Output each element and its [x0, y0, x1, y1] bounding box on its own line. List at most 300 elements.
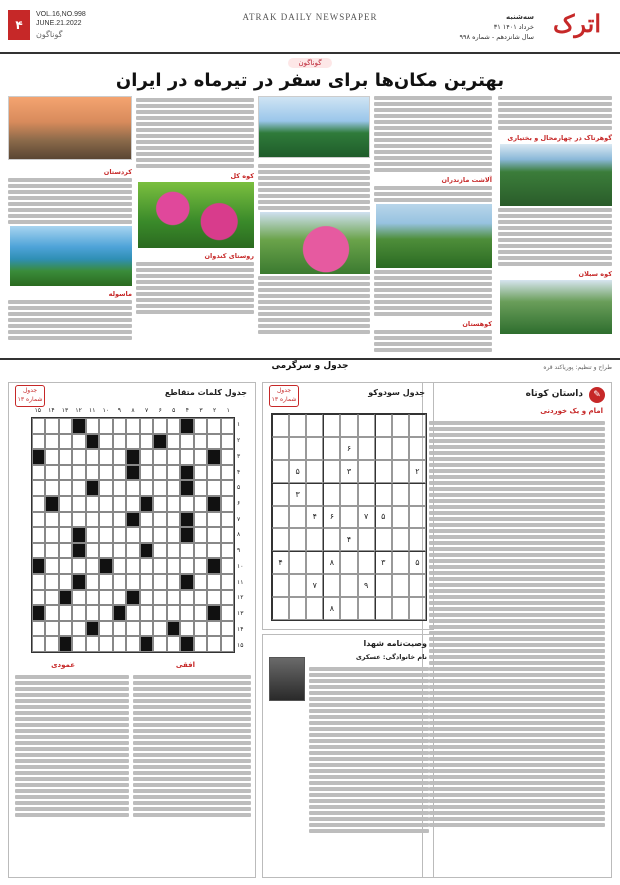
crossword-cell[interactable] — [72, 434, 85, 450]
crossword-row-number: ۸ — [237, 531, 241, 539]
crossword-cell[interactable] — [180, 434, 193, 450]
crossword-cell[interactable] — [207, 434, 220, 450]
crossword-cell[interactable] — [32, 621, 45, 637]
crossword-cell[interactable] — [167, 512, 180, 528]
crossword-cell[interactable] — [99, 512, 112, 528]
crossword-cell[interactable] — [167, 558, 180, 574]
crossword-cell[interactable] — [113, 434, 126, 450]
crossword-cell[interactable] — [140, 605, 153, 621]
sudoku-cell: ۵ — [289, 460, 306, 483]
crossword-cell[interactable] — [140, 621, 153, 637]
crossword-cell[interactable] — [59, 590, 72, 606]
crossword-cell[interactable] — [167, 449, 180, 465]
crossword-cell[interactable] — [59, 465, 72, 481]
sudoku-cell: ۸ — [323, 597, 340, 620]
crossword-cell[interactable] — [126, 621, 139, 637]
crossword-col-number: ۷ — [144, 407, 149, 414]
sudoku-cell — [272, 414, 289, 437]
crossword-cell[interactable] — [86, 512, 99, 528]
crossword-cell[interactable] — [167, 434, 180, 450]
crossword-cell[interactable] — [72, 449, 85, 465]
crossword-cell[interactable] — [194, 434, 207, 450]
sudoku-cell — [358, 483, 375, 506]
crossword-cell[interactable] — [180, 605, 193, 621]
crossword-number: جدول شماره ۱۳ — [15, 385, 45, 407]
crossword-cell[interactable] — [113, 605, 126, 621]
crossword-cell[interactable] — [99, 496, 112, 512]
crossword-cell[interactable] — [221, 480, 234, 496]
puzzle-band-title: جدول و سرگرمی — [271, 361, 349, 371]
sudoku-title: جدول سودوکو — [368, 388, 425, 397]
crossword-cell[interactable] — [45, 465, 58, 481]
crossword-cell[interactable] — [86, 636, 99, 652]
sudoku-cell — [375, 483, 392, 506]
crossword-cell[interactable] — [32, 527, 45, 543]
crossword-cell[interactable] — [140, 434, 153, 450]
crossword-cell[interactable] — [59, 621, 72, 637]
crossword-cell[interactable] — [180, 465, 193, 481]
crossword-cell[interactable] — [99, 527, 112, 543]
crossword-cell[interactable] — [207, 512, 220, 528]
sudoku-cell — [306, 460, 323, 483]
sudoku-cell — [358, 414, 375, 437]
across-clues — [133, 673, 251, 873]
crossword-cell[interactable] — [126, 605, 139, 621]
crossword-cell[interactable] — [221, 636, 234, 652]
crossword-cell[interactable] — [86, 574, 99, 590]
crossword-cell[interactable] — [221, 558, 234, 574]
crossword-cell[interactable] — [167, 543, 180, 559]
crossword-cell[interactable] — [59, 496, 72, 512]
crossword-cell[interactable] — [180, 574, 193, 590]
crossword-cell[interactable] — [32, 418, 45, 434]
crossword-cell[interactable] — [99, 621, 112, 637]
crossword-cell[interactable] — [59, 574, 72, 590]
crossword-cell[interactable] — [45, 605, 58, 621]
crossword-cell[interactable] — [153, 590, 166, 606]
crossword-cell[interactable] — [221, 512, 234, 528]
crossword-cell[interactable] — [72, 418, 85, 434]
crossword-cell[interactable] — [194, 543, 207, 559]
crossword-cell[interactable] — [194, 512, 207, 528]
crossword-cell[interactable] — [180, 558, 193, 574]
crossword-cell[interactable] — [180, 527, 193, 543]
sudoku-cell — [323, 483, 340, 506]
sudoku-cell — [306, 551, 323, 574]
crossword-cell[interactable] — [113, 496, 126, 512]
crossword-cell[interactable] — [221, 527, 234, 543]
crossword-cell[interactable] — [153, 574, 166, 590]
crossword-cell[interactable] — [86, 418, 99, 434]
crossword-cell[interactable] — [153, 465, 166, 481]
crossword-cell[interactable] — [45, 434, 58, 450]
crossword-cell[interactable] — [167, 480, 180, 496]
crossword-cell[interactable] — [153, 496, 166, 512]
crossword-cell[interactable] — [59, 449, 72, 465]
crossword-cell[interactable] — [126, 512, 139, 528]
crossword-cell[interactable] — [99, 418, 112, 434]
crossword-cell[interactable] — [140, 558, 153, 574]
crossword-cell[interactable] — [72, 496, 85, 512]
crossword-cell[interactable] — [99, 605, 112, 621]
crossword-cell[interactable] — [59, 605, 72, 621]
crossword-cell[interactable] — [194, 480, 207, 496]
sudoku-cell — [289, 437, 306, 460]
crossword-cell[interactable] — [45, 590, 58, 606]
crossword-row-number: ۱۲ — [237, 594, 244, 602]
crossword-cell[interactable] — [59, 543, 72, 559]
crossword-cell[interactable] — [207, 590, 220, 606]
forest-photo — [500, 144, 612, 206]
crossword-cell[interactable] — [126, 543, 139, 559]
crossword-cell[interactable] — [45, 636, 58, 652]
crossword-cell[interactable] — [99, 558, 112, 574]
crossword-cell[interactable] — [113, 543, 126, 559]
crossword-cell[interactable] — [99, 465, 112, 481]
crossword-cell[interactable] — [194, 496, 207, 512]
crossword-row-numbers — [237, 417, 251, 653]
sudoku-cell — [272, 574, 289, 597]
crossword-cell[interactable] — [126, 449, 139, 465]
crossword-cell[interactable] — [167, 621, 180, 637]
crossword-cell[interactable] — [153, 527, 166, 543]
crossword-cell[interactable] — [221, 449, 234, 465]
crossword-cell[interactable] — [221, 496, 234, 512]
crossword-cell[interactable] — [86, 558, 99, 574]
crossword-cell[interactable] — [86, 543, 99, 559]
crossword-cell[interactable] — [59, 418, 72, 434]
crossword-cell[interactable] — [32, 605, 45, 621]
crossword-cell[interactable] — [180, 636, 193, 652]
crossword-cell[interactable] — [221, 434, 234, 450]
crossword-cell[interactable] — [113, 512, 126, 528]
crossword-cell[interactable] — [180, 590, 193, 606]
crossword-cell[interactable] — [167, 418, 180, 434]
crossword-cell[interactable] — [113, 465, 126, 481]
sudoku-cell: ۶ — [340, 437, 357, 460]
crossword-cell[interactable] — [153, 605, 166, 621]
hills-photo — [500, 280, 612, 334]
newspaper-logo: اترک — [552, 9, 602, 38]
sudoku-cell — [323, 574, 340, 597]
crossword-col-number: ۱۴ — [48, 407, 55, 414]
crossword-cell[interactable] — [126, 527, 139, 543]
sudoku-cell: ۴ — [306, 506, 323, 529]
crossword-cell[interactable] — [167, 590, 180, 606]
crossword-cell[interactable] — [45, 621, 58, 637]
crossword-cell[interactable] — [180, 496, 193, 512]
crossword-col-number: ۴ — [185, 407, 189, 414]
crossword-cell[interactable] — [153, 636, 166, 652]
down-clues — [15, 673, 129, 873]
crossword-col-number: ۵ — [172, 407, 176, 414]
crossword-cell[interactable] — [180, 543, 193, 559]
crossword-cell[interactable] — [194, 590, 207, 606]
crossword-cell[interactable] — [113, 558, 126, 574]
crossword-row-number: ۲ — [237, 437, 241, 445]
crossword-cell[interactable] — [140, 590, 153, 606]
crossword-cell[interactable] — [153, 621, 166, 637]
crossword-cell[interactable] — [72, 543, 85, 559]
sudoku-cell — [375, 574, 392, 597]
crossword-cell[interactable] — [167, 636, 180, 652]
crossword-cell[interactable] — [207, 605, 220, 621]
crossword-cell[interactable] — [207, 480, 220, 496]
crossword-cell[interactable] — [140, 496, 153, 512]
crossword-cell[interactable] — [180, 512, 193, 528]
article-subhead: روستای کندوان — [204, 252, 254, 260]
crossword-cell[interactable] — [180, 621, 193, 637]
crossword-cell[interactable] — [86, 527, 99, 543]
crossword-cell[interactable] — [194, 418, 207, 434]
crossword-col-number: ۱۳ — [61, 407, 69, 414]
crossword-cell[interactable] — [59, 558, 72, 574]
crossword-cell[interactable] — [99, 543, 112, 559]
sudoku-cell — [392, 483, 409, 506]
article-subhead: آلاشت مازندران — [441, 176, 492, 184]
crossword-cell[interactable] — [221, 590, 234, 606]
page-number-badge: ۴ — [8, 10, 30, 40]
crossword-cell[interactable] — [180, 449, 193, 465]
crossword-cell[interactable] — [86, 496, 99, 512]
crossword-cell[interactable] — [59, 636, 72, 652]
crossword-cell[interactable] — [32, 636, 45, 652]
crossword-cell[interactable] — [126, 465, 139, 481]
cave-village-photo — [8, 96, 132, 160]
crossword-cell[interactable] — [140, 636, 153, 652]
crossword-cell[interactable] — [153, 543, 166, 559]
crossword-cell[interactable] — [221, 621, 234, 637]
crossword-cell[interactable] — [86, 621, 99, 637]
sudoku-cell — [289, 597, 306, 620]
crossword-cell[interactable] — [32, 496, 45, 512]
crossword-cell[interactable] — [126, 636, 139, 652]
crossword-cell[interactable] — [140, 512, 153, 528]
crossword-cell[interactable] — [221, 465, 234, 481]
crossword-cell[interactable] — [32, 543, 45, 559]
crossword-cell[interactable] — [126, 590, 139, 606]
crossword-cell[interactable] — [72, 480, 85, 496]
crossword-cell[interactable] — [194, 449, 207, 465]
sudoku-cell — [340, 551, 357, 574]
crossword-cell[interactable] — [140, 574, 153, 590]
crossword-cell[interactable] — [194, 605, 207, 621]
sudoku-cell — [392, 437, 409, 460]
crossword-cell[interactable] — [167, 605, 180, 621]
crossword-cell[interactable] — [153, 512, 166, 528]
crossword-cell[interactable] — [113, 480, 126, 496]
sudoku-cell — [392, 528, 409, 551]
crossword-cell[interactable] — [126, 558, 139, 574]
crossword-cell[interactable] — [167, 527, 180, 543]
crossword-cell[interactable] — [207, 496, 220, 512]
crossword-cell[interactable] — [113, 418, 126, 434]
crossword-cell[interactable] — [45, 418, 58, 434]
crossword-cell[interactable] — [32, 512, 45, 528]
crossword-cell[interactable] — [72, 465, 85, 481]
crossword-cell[interactable] — [207, 636, 220, 652]
crossword-cell[interactable] — [113, 574, 126, 590]
sudoku-cell — [409, 597, 426, 620]
sudoku-cell — [392, 551, 409, 574]
sudoku-cell — [392, 506, 409, 529]
sudoku-cell: ۳ — [289, 483, 306, 506]
crossword-cell[interactable] — [207, 574, 220, 590]
crossword-cell[interactable] — [113, 590, 126, 606]
crossword-cell[interactable] — [140, 418, 153, 434]
crossword-cell[interactable] — [194, 574, 207, 590]
sudoku-cell — [358, 528, 375, 551]
crossword-cell[interactable] — [59, 527, 72, 543]
crossword-cell[interactable] — [99, 590, 112, 606]
crossword-cell[interactable] — [45, 558, 58, 574]
crossword-cell[interactable] — [72, 636, 85, 652]
crossword-cell[interactable] — [32, 590, 45, 606]
bridge-photo — [258, 96, 370, 158]
crossword-cell[interactable] — [207, 527, 220, 543]
down-clues-label: عمودی — [51, 661, 75, 669]
crossword-cell[interactable] — [113, 621, 126, 637]
article-subhead: ماسوله — [108, 290, 132, 298]
sudoku-cell — [323, 414, 340, 437]
story-title: داستان کوتاه — [525, 389, 583, 399]
crossword-cell[interactable] — [153, 434, 166, 450]
crossword-cell[interactable] — [207, 621, 220, 637]
crossword-cell[interactable] — [140, 449, 153, 465]
crossword-cell[interactable] — [221, 543, 234, 559]
crossword-cell[interactable] — [99, 574, 112, 590]
sudoku-cell: ۲ — [409, 460, 426, 483]
crossword-cell[interactable] — [207, 418, 220, 434]
crossword-cell[interactable] — [32, 574, 45, 590]
crossword-cell[interactable] — [45, 512, 58, 528]
crossword-column-numbers — [31, 407, 235, 414]
crossword-cell[interactable] — [86, 605, 99, 621]
crossword-row-number: ۳ — [237, 452, 241, 460]
sudoku-cell: ۵ — [409, 551, 426, 574]
sudoku-cell — [358, 460, 375, 483]
crossword-cell[interactable] — [72, 527, 85, 543]
crossword-cell[interactable] — [59, 512, 72, 528]
crossword-cell[interactable] — [207, 465, 220, 481]
crossword-cell[interactable] — [99, 434, 112, 450]
sudoku-cell — [272, 437, 289, 460]
crossword-cell[interactable] — [194, 558, 207, 574]
crossword-cell[interactable] — [126, 574, 139, 590]
crossword-cell[interactable] — [72, 605, 85, 621]
crossword-cell[interactable] — [45, 449, 58, 465]
sudoku-cell — [340, 574, 357, 597]
issue-date-latin: JUNE.21.2022 — [36, 20, 82, 27]
sudoku-cell — [306, 414, 323, 437]
crossword-cell[interactable] — [126, 434, 139, 450]
sudoku-cell — [392, 460, 409, 483]
crossword-cell[interactable] — [180, 418, 193, 434]
crossword-cell[interactable] — [194, 636, 207, 652]
crossword-col-number: ۳ — [199, 407, 203, 414]
crossword-cell[interactable] — [32, 480, 45, 496]
crossword-cell[interactable] — [86, 449, 99, 465]
crossword-cell[interactable] — [32, 465, 45, 481]
crossword-cell[interactable] — [221, 418, 234, 434]
crossword-cell[interactable] — [194, 621, 207, 637]
crossword-cell[interactable] — [153, 558, 166, 574]
crossword-cell[interactable] — [153, 449, 166, 465]
sudoku-cell — [306, 437, 323, 460]
crossword-cell[interactable] — [72, 621, 85, 637]
crossword-cell[interactable] — [86, 480, 99, 496]
article-subhead: کردستان — [103, 168, 132, 176]
crossword-cell[interactable] — [221, 605, 234, 621]
crossword-cell[interactable] — [126, 496, 139, 512]
crossword-cell[interactable] — [140, 480, 153, 496]
sudoku-number: جدول شماره ۱۳ — [269, 385, 299, 407]
crossword-cell[interactable] — [207, 558, 220, 574]
crossword-cell[interactable] — [167, 465, 180, 481]
crossword-cell[interactable] — [167, 496, 180, 512]
crossword-cell[interactable] — [207, 543, 220, 559]
crossword-cell[interactable] — [72, 574, 85, 590]
crossword-cell[interactable] — [59, 434, 72, 450]
crossword-cell[interactable] — [126, 418, 139, 434]
crossword-cell[interactable] — [45, 574, 58, 590]
crossword-cell[interactable] — [72, 590, 85, 606]
crossword-cell[interactable] — [140, 465, 153, 481]
sudoku-cell — [375, 460, 392, 483]
crossword-cell[interactable] — [113, 527, 126, 543]
crossword-title: جدول کلمات متقاطع — [164, 388, 247, 397]
crossword-cell[interactable] — [32, 434, 45, 450]
crossword-cell[interactable] — [32, 558, 45, 574]
sudoku-box — [262, 382, 434, 630]
sudoku-cell — [358, 551, 375, 574]
crossword-cell[interactable] — [180, 480, 193, 496]
crossword-cell[interactable] — [99, 449, 112, 465]
crossword-cell[interactable] — [153, 418, 166, 434]
crossword-cell[interactable] — [32, 449, 45, 465]
crossword-cell[interactable] — [86, 590, 99, 606]
crossword-cell[interactable] — [99, 480, 112, 496]
crossword-cell[interactable] — [167, 574, 180, 590]
crossword-cell[interactable] — [194, 465, 207, 481]
crossword-cell[interactable] — [45, 496, 58, 512]
crossword-cell[interactable] — [126, 480, 139, 496]
crossword-cell[interactable] — [113, 636, 126, 652]
across-clues-label: افقی — [175, 661, 195, 669]
crossword-cell[interactable] — [140, 543, 153, 559]
portrait-photo — [269, 657, 305, 701]
crossword-cell[interactable] — [86, 465, 99, 481]
crossword-cell[interactable] — [207, 449, 220, 465]
crossword-col-number: ۲ — [212, 407, 217, 414]
crossword-cell[interactable] — [221, 574, 234, 590]
crossword-cell[interactable] — [45, 480, 58, 496]
crossword-cell[interactable] — [72, 558, 85, 574]
crossword-cell[interactable] — [45, 543, 58, 559]
sudoku-cell — [306, 483, 323, 506]
crossword-cell[interactable] — [59, 480, 72, 496]
crossword-cell[interactable] — [113, 449, 126, 465]
crossword-cell[interactable] — [194, 527, 207, 543]
crossword-cell[interactable] — [99, 636, 112, 652]
crossword-cell[interactable] — [153, 480, 166, 496]
crossword-row-number: ۱ — [237, 421, 241, 429]
crossword-cell[interactable] — [86, 434, 99, 450]
crossword-col-number: ۹ — [117, 407, 121, 414]
crossword-cell[interactable] — [140, 527, 153, 543]
crossword-cell[interactable] — [45, 527, 58, 543]
crossword-cell[interactable] — [72, 512, 85, 528]
